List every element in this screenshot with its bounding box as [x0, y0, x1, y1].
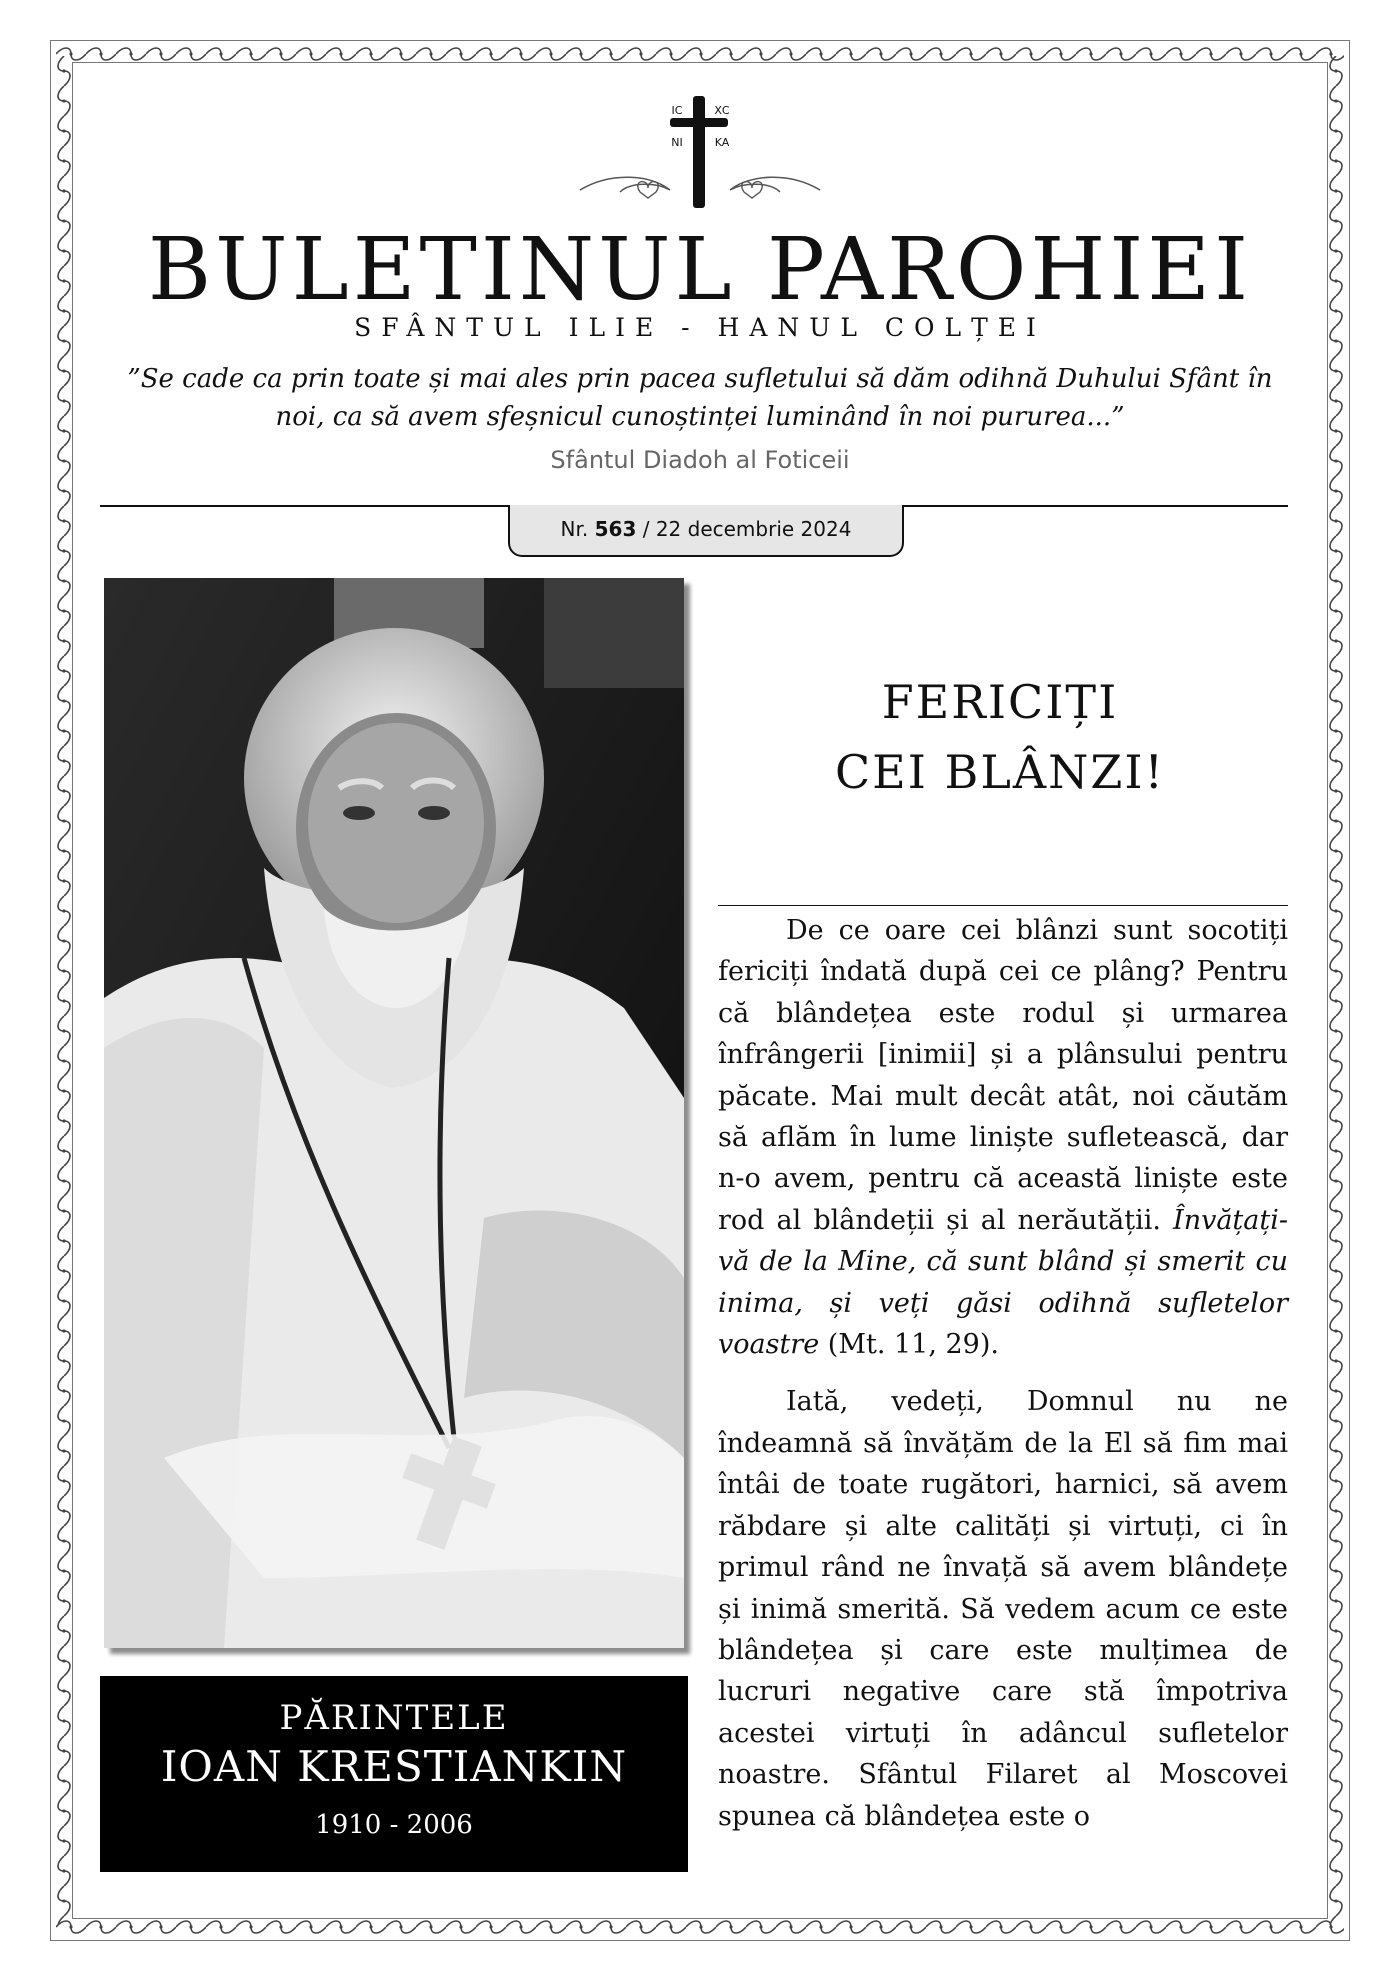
article-title-line2: CEI BLÂNZI! [834, 745, 1165, 799]
header-quote: ”Se cade ca prin toate și mai ales prin pacea sufletului să dăm odihnă Duhului Sfânt în noi, ca să avem sfeșnicul cunoștinței luminând în noi pururea...” [127, 364, 1273, 432]
article-title [720, 672, 1280, 802]
issue-date: / 22 decembrie 2024 [642, 517, 852, 541]
article-divider [718, 905, 1288, 906]
article-body [718, 910, 1288, 1853]
cross-emblem-icon [560, 92, 840, 212]
article-paragraph-1 [718, 910, 1288, 1365]
quote-author: Sfântul Diadoh al Foticeii [550, 446, 850, 474]
issue-prefix: Nr. [560, 517, 589, 541]
portrait-caption [100, 1676, 688, 1872]
caption-line1: PĂRINTELE [279, 1698, 509, 1738]
emblem-ni: NI [671, 136, 683, 149]
emblem-ka: KA [714, 136, 730, 149]
parish-subtitle: SFÂNTUL ILIE - HANUL COLȚEI [354, 313, 1046, 342]
issue-number: 563 [594, 517, 637, 541]
ornament-border-bottom [56, 1919, 1344, 1935]
article-paragraph-2: Iată, vedeți, Domnul nu ne îndeamnă să învățăm de la El să fim mai întâi de toate rugători, harnici, să avem răbdare și alte calități și virtuți, ci în primul rând ne învață să avem blândețe și inimă smerită. Să vedem acum ce este blândețea și care este mulțimea de lucruri negative care stă împotriva acestei virtuți în adâncul sufletelor noastre. Sfântul Filaret al Moscovei spunea că blândețea este o [718, 1386, 1288, 1832]
emblem-ic: IC [671, 104, 683, 117]
caption-years: 1910 - 2006 [315, 1810, 473, 1840]
emblem-xc: ХС [714, 104, 730, 117]
issue-number-box [508, 505, 904, 557]
portrait-photo [104, 578, 684, 1648]
ornament-border-top [56, 46, 1344, 62]
p1-reference: (Mt. 11, 29). [819, 1329, 999, 1361]
ornament-border-right [1328, 56, 1344, 1925]
caption-name: IOAN KRESTIANKIN [160, 1742, 628, 1791]
article-title-line1: FERICIȚI [881, 675, 1119, 729]
p1-scripture-quote: Învățați-vă de la Mine, că sunt blând și smerit cu inima, și veți găsi odihnă sufletelor voastre [718, 1204, 1288, 1361]
ornament-border-left [56, 56, 72, 1925]
p1-text: De ce oare cei blânzi sunt socotiți fericiți îndată după cei ce plâng? Pentru că blândețea este rodul și urmarea înfrângerii [inimii] și a plânsului pentru păcate. Mai mult decât atât, noi căutăm să aflăm în lume liniște sufletească, dar n-o avem, pentru că această liniște este rod al blândeții și al nerăutății. [718, 915, 1288, 1236]
bulletin-title: BULETINUL PAROHIEI [147, 220, 1253, 320]
